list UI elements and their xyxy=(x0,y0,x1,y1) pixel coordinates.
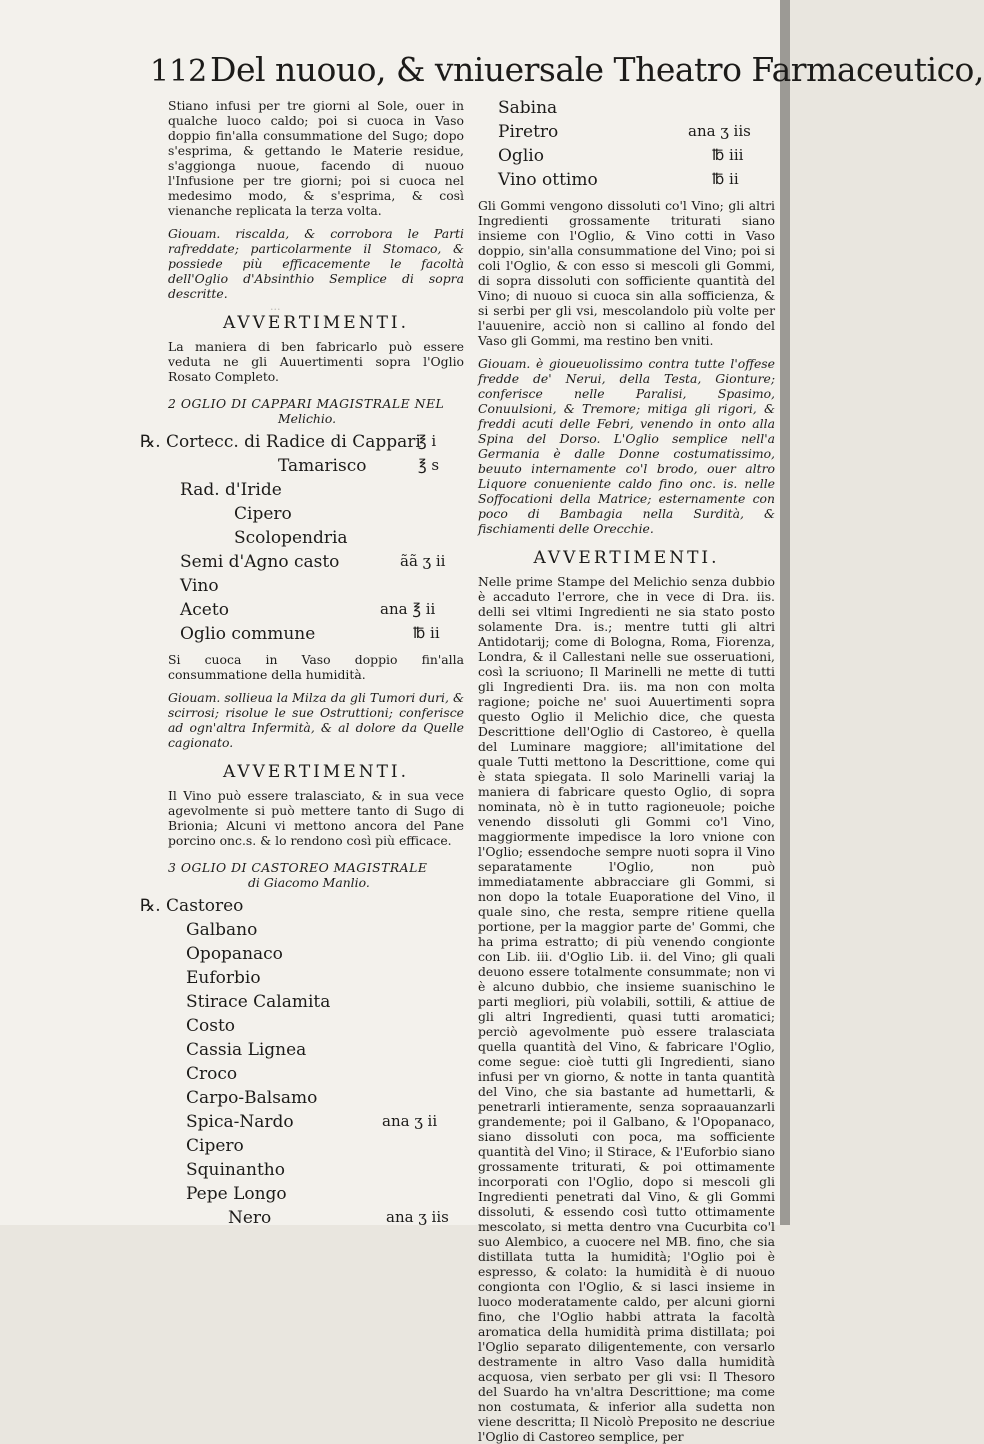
page-edge xyxy=(780,0,790,1225)
ingredient-name: Opopanaco xyxy=(186,944,283,964)
ingredient-name: Stirace Calamita xyxy=(186,992,331,1012)
virtues-paragraph-cappari: Giouam. sollieua la Milza da gli Tumori duri, & scirrosi; risolue le sue Ostruttioni; conferisce ad ogn'altra Infermità, & al dolore da Quelle cagionato. xyxy=(168,690,464,750)
right-column xyxy=(478,98,775,1444)
ingredient-row xyxy=(168,1016,464,1040)
ingredient-name: Spica-Nardo xyxy=(186,1112,294,1132)
ingredient-qty: ãã ʒ ii xyxy=(400,552,446,570)
page-number: 112 xyxy=(150,54,208,89)
ingredient-row xyxy=(168,1064,464,1088)
ingredient-name: Piretro xyxy=(498,122,559,142)
page-header xyxy=(150,50,984,96)
recipe-source-cappari: Melichio. xyxy=(278,411,337,426)
ingredient-qty: ana ʒ ii xyxy=(382,1112,438,1130)
advertimenti-heading-2: AVVERTIMENTI. xyxy=(222,762,410,782)
advertimenti-paragraph: La maniera di ben fabricarlo può essere veduta ne gli Auuertimenti sopra l'Oglio Rosato Completo. xyxy=(168,339,464,384)
ingredient-row xyxy=(168,1136,464,1160)
ingredient-row xyxy=(168,1208,464,1232)
ingredient-name: Croco xyxy=(186,1064,238,1084)
ingredient-qty: ℔ iii xyxy=(712,146,744,164)
advertimenti-heading-3: AVVERTIMENTI. xyxy=(533,548,720,568)
ingredient-list-castoreo xyxy=(140,896,464,1232)
ingredient-name: Vino ottimo xyxy=(498,170,598,190)
ingredient-qty: ℥ s xyxy=(418,456,440,474)
ingredient-row xyxy=(168,920,464,944)
ingredient-name: Pepe Longo xyxy=(186,1184,287,1204)
left-column xyxy=(140,98,464,1232)
cooking-paragraph: Si cuoca in Vaso doppio fin'alla consummatione della humidità. xyxy=(168,652,464,682)
ingredient-name: ℞. Cortecc. di Radice di Cappari xyxy=(140,432,421,452)
ingredient-name: Semi d'Agno casto xyxy=(180,552,340,572)
ingredient-list-cappari xyxy=(140,432,464,648)
preparation-paragraph: Gli Gommi vengono dissoluti co'l Vino; gli altri Ingredienti grossamente triturati siano insieme con l'Oglio, & Vino cotti in Vaso doppio, sin'alla consummatione del Vino; poi si coli l'Oglio, & con esso si mescoli gli Gommi, di sopra dissoluti con sofficiente quantità del Vino; di nuouo si cuoca sin alla sofficienza, & si serbi per gli vsi, mescolandolo più volte per l'auuenire, acciò non si callino al fondo del Vaso gli Gommi, ma restino ben vniti. xyxy=(478,198,775,348)
ingredient-name: Sabina xyxy=(498,98,558,118)
ingredient-row xyxy=(168,552,464,576)
ingredient-row xyxy=(168,1160,464,1184)
ingredient-row xyxy=(140,432,464,456)
recipe-title-cappari: 2 OGLIO DI CAPPARI MAGISTRALE NEL xyxy=(168,396,445,411)
ingredient-name: Oglio commune xyxy=(180,624,316,644)
ingredient-row xyxy=(168,528,464,552)
ingredient-name: Cipero xyxy=(186,1136,244,1156)
ingredient-row xyxy=(168,600,464,624)
ingredient-row xyxy=(168,968,464,992)
ingredient-name: Aceto xyxy=(180,600,229,620)
ingredient-row xyxy=(168,992,464,1016)
ingredient-row xyxy=(140,896,464,920)
advertimenti-heading: AVVERTIMENTI. xyxy=(222,313,410,333)
ingredient-qty: ℥ i xyxy=(418,432,437,450)
recipe-title-castoreo: 3 OGLIO DI CASTOREO MAGISTRALE xyxy=(168,860,428,875)
ingredient-row xyxy=(478,98,775,122)
ingredient-name: Euforbio xyxy=(186,968,261,988)
ingredient-row xyxy=(168,1184,464,1208)
ingredient-qty: ana ʒ iis xyxy=(688,122,751,140)
ingredient-row xyxy=(168,456,464,480)
ingredient-name: Nero xyxy=(228,1208,272,1228)
ingredient-name: Carpo-Balsamo xyxy=(186,1088,318,1108)
ingredient-qty: ana ʒ iis xyxy=(386,1208,449,1226)
ingredient-name: Rad. d'Iride xyxy=(180,480,282,500)
ingredient-row xyxy=(478,146,775,170)
ingredient-name: Galbano xyxy=(186,920,258,940)
ingredient-row xyxy=(478,122,775,146)
ingredient-row xyxy=(168,944,464,968)
ingredient-name: Oglio xyxy=(498,146,544,166)
ingredient-name: Cipero xyxy=(234,504,292,524)
ingredient-row xyxy=(478,170,775,194)
ingredient-name: Scolopendria xyxy=(234,528,348,548)
ingredient-name: Squinantho xyxy=(186,1160,285,1180)
recipe-source-castoreo: di Giacomo Manlio. xyxy=(248,875,370,890)
ingredient-qty: ℔ ii xyxy=(413,624,440,642)
ingredient-name: ℞. Castoreo xyxy=(140,896,244,916)
ingredient-row xyxy=(168,576,464,600)
ingredient-name: Vino xyxy=(180,576,219,596)
ingredient-qty: ℔ ii xyxy=(712,170,739,188)
advertimenti-paragraph-2: Il Vino può essere tralasciato, & in sua vece agevolmente si può mettere tanto di Sugo di Brionia; Alcuni vi mettono ancora del Pane porcino onc.s. & lo rendono così più efficace. xyxy=(168,788,464,848)
ingredient-row xyxy=(168,1088,464,1112)
ingredient-row xyxy=(168,480,464,504)
ingredient-name: Cassia Lignea xyxy=(186,1040,307,1060)
ingredient-qty: ana ℥ ii xyxy=(380,600,436,618)
bleed-through-text: ... xyxy=(270,300,281,313)
virtues-paragraph-castoreo: Giouam. è gioueuolissimo contra tutte l'offese fredde de' Nerui, della Testa, Gionture; conferisce nelle Paralisi, Spasimo, Conuulsioni, & Tremore; mitiga gli rigori, & freddi acuti delle Febri, venendo in onto alla Spina del Dorso. L'Oglio semplice nell'a Germania è dalle Donne costumatissimo, beuuto internamente co'l brodo, ouer altro Liquore conueniente caldo fino onc. is. nelle Soffocationi della Matrice; esternamente con poco di Bambagia nella Surdità, & fischiamenti delle Orecchie. xyxy=(478,356,775,536)
ingredient-row xyxy=(168,1040,464,1064)
ingredient-name: Costo xyxy=(186,1016,236,1036)
ingredient-list-continued xyxy=(478,98,775,194)
running-title: Del nuouo, & vniuersale Theatro Farmaceutico, xyxy=(210,50,984,89)
ingredient-row xyxy=(168,624,464,648)
ingredient-row xyxy=(168,1112,464,1136)
ingredient-row xyxy=(168,504,464,528)
advertimenti-paragraph-3: Nelle prime Stampe del Melichio senza dubbio è accaduto l'errore, che in vece di Dra. iis. delli sei vltimi Ingredienti ne sia stato posto solamente Dra. is.; mentre tutti gli altri Antidotarij; come di Bologna, Roma, Fiorenza, Londra, & il Callestani nelle sue osseruationi, così la scriuono; Il Marinelli ne mette di tutti gli Ingredienti Dra. iis. ma non con molta ragione; poiche ne' suoi Auuertimenti sopra questo Oglio il Melichio dice, che questa Descrittione dell'Oglio di Castoreo, è quella del Luminare maggiore; all'imitatione del quale Tutti mettono la Descrittione, come qui è stata spiegata. Il solo Marinelli variaj la maniera di fabricare questo Oglio, di sopra nominata, nò è in tutto ragioneuole; poiche venendo dissoluti gli Gommi co'l Vino, maggiormente impedisce la loro vnione con l'Oglio; essendoche sempre nuoti sopra il Vino separatamente l'Oglio, non può immediatamente abbracciare gli Gommi, si non dopo la totale Euaporatione del Vino, il quale sino, che resta, sempre ritiene quella portione, per la maggior parte de' Gommi, che ha prima estratto; di più venendo congionte con Lib. iii. d'Oglio Lib. ii. del Vino; gli quali deuono essere totalmente consummate; non vi è alcuno dubbio, che insieme suanischino le parti megliori, più volabili, sottili, & attiue de gli altri Ingredienti, quasi tutti aromatici; perciò agevolmente può essere tralasciata quella quantità del Vino, & fabricare l'Oglio, come segue: cioè tutti gli Ingredienti, siano infusi per vn giorno, & notte in tanta quantità del Vino, che sia bastante ad humettarli, & penetrarli intieramente, senza sopraauanzarli grandemente; poi il Galbano, & l'Opopanaco, siano dissoluti con poca, ma sofficiente quantità del Vino; il Stirace, & l'Euforbio siano grossamente triturati, & poi ottimamente incorporati con l'Oglio, dopo si mescoli gli Ingredienti penetrati dal Vino, & gli Gommi dissoluti, & essendo così tutto ottimamente mescolato, si metta dentro vna Cucurbita co'l suo Alembico, a cuocere nel MB. fino, che sia distillata tutta la humidità; l'Oglio poi è espresso, & colato: la humidità è di nuouo congionta con l'Oglio, & si lasci insieme in luoco moderatamente caldo, per alcuni giorni fino, che l'Oglio habbi attrata la facoltà aromatica della humidità prima distillata; poi l'Oglio separato diligentemente, con versarlo destramente in altro Vaso dalla humidità acquosa, vien serbato per gli vsi: Il Thesoro del Suardo ha vn'altra Descrittione; ma come non costumata, & inferior alla sudetta non viene descritta; Il Nicolò Preposito ne descriue l'Oglio di Castoreo semplice, per xyxy=(478,574,775,1444)
ingredient-name: Tamarisco xyxy=(278,456,367,476)
infusion-paragraph: Stiano infusi per tre giorni al Sole, ouer in qualche luoco caldo; poi si cuoca in Vaso doppio fin'alla consummatione del Sugo; dopo s'esprima, & gettando le Materie residue, s'aggionga nuoue, facendo di nuouo l'Infusione per tre giorni; poi si cuoca nel medesimo modo, & s'esprima, & così vienanche replicata la terza volta. xyxy=(168,98,464,218)
virtues-paragraph: Giouam. riscalda, & corrobora le Parti rafreddate; particolarmente il Stomaco, & possiede più efficacemente le facoltà dell'Oglio d'Absinthio Semplice di sopra descritte. xyxy=(168,226,464,301)
